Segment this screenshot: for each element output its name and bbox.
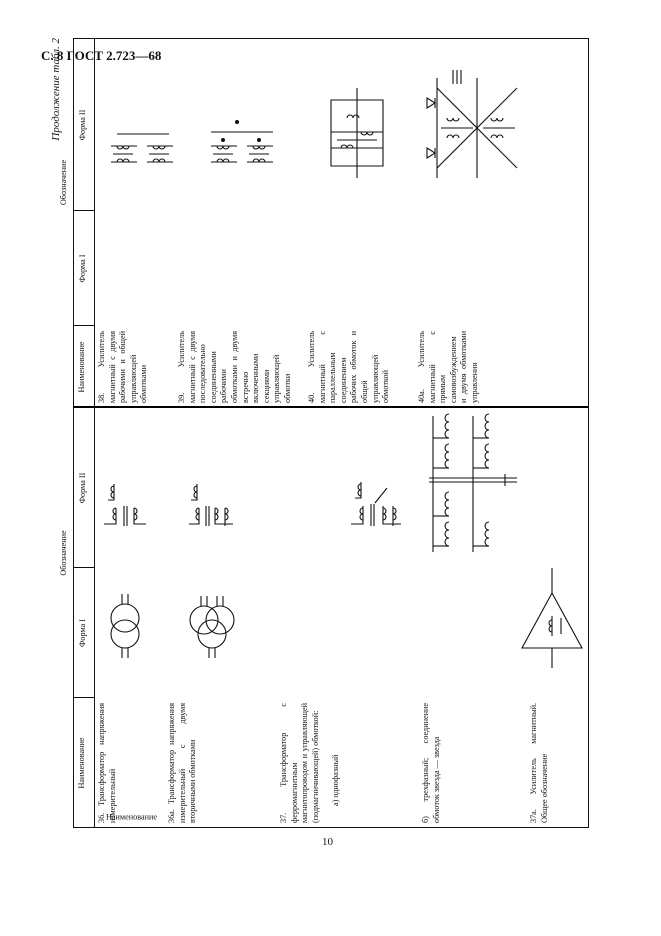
- two-circle-transformer-icon: [105, 588, 145, 658]
- header-name-left: Наименование: [105, 812, 157, 822]
- transformer-three-winding-icon: [185, 468, 237, 528]
- title-designation-left: Обозначение: [59, 530, 68, 576]
- magnetic-amplifier-parallel-icon: [317, 78, 397, 188]
- right-header-line: [94, 38, 95, 408]
- magnetic-amplifier-two-windings-icon: [107, 108, 177, 168]
- row-37-name: 37. Трансформатор с ферромагнитным магнитопроводом и управляющей (подмагничивающей) обмоткой:: [279, 703, 320, 823]
- header-form1-left: Форма I: [78, 618, 87, 648]
- left-header-line: [94, 408, 95, 828]
- row-39-name: 39. Усилитель магнитный с двумя последовательно соединенными рабочими обмотками и двумя встречно включенными секциями управляющей обмотки: [177, 331, 292, 403]
- row-36a-name: 36а. Трансформатор напряжения измерительный с двумя вторичными обмотками: [167, 703, 198, 823]
- row-38-name: 38. Усилитель магнитный с двумя рабочими и общей управляющей обмотками: [97, 331, 149, 403]
- row-37-b-name: б) трехфазный; соединение обмоток звезда — звезда: [421, 703, 441, 823]
- row-37a-name: 37а. Усилитель магнитный. Общее обозначение: [529, 703, 549, 823]
- row-37-a-name: а) однофазный: [331, 754, 340, 806]
- transformer-winding-icon: [102, 468, 148, 528]
- table-bottom-line: [588, 38, 589, 828]
- title-name-left: Наименование: [77, 737, 86, 789]
- three-circle-transformer-icon: [187, 578, 237, 658]
- control-winding-transformer-icon: [347, 458, 407, 528]
- row-40-name: 40. Усилитель магнитный с параллельным соединением рабочих обмоток и общей управляющей обмоткой: [307, 331, 391, 403]
- three-phase-transformer-icon: [429, 406, 519, 556]
- magnetic-amplifier-series-icon: [207, 98, 277, 168]
- table-right-line: [73, 38, 588, 39]
- row-40a-name: 40а. Усилитель магнитный с прямым самовозбуждением и двумя обмотками управления: [417, 331, 479, 403]
- page-header: С. 8 ГОСТ 2.723—68: [41, 48, 162, 63]
- title-name-right: Наименование: [77, 341, 86, 393]
- magnetic-amplifier-self-excitation-icon: [417, 68, 537, 188]
- magnetic-amplifier-triangle-icon: [517, 558, 587, 668]
- continuation-label: Продолжение табл. 2: [50, 38, 62, 141]
- page-number: 10: [322, 836, 333, 848]
- header-form2-left: Форма II: [78, 472, 87, 504]
- header-form2-right: Форма II: [78, 109, 87, 141]
- header-form1-right: Форма I: [78, 254, 87, 283]
- row-36-name: 36. Трансформатор напряжения измерительный: [97, 703, 117, 823]
- title-designation-right: Обозначение: [59, 159, 68, 206]
- rotated-table-page: [47, 38, 607, 828]
